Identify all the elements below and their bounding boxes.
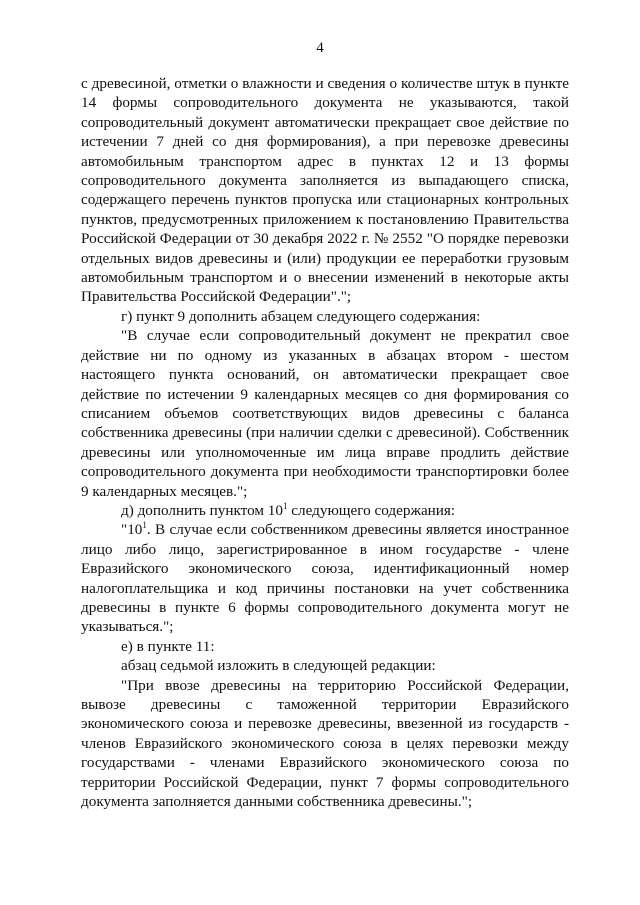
paragraph-item-d-quote-text: . В случае если собственником древесины является иностранное лицо либо лицо, зарегистрированное в ином государстве - члене Евразийского экономического союза, идентификационный номер налогоплательщика и код причины постановки на учет собственника древесины в пункте 6 формы сопроводительного документа могут не указываться."; — [81, 521, 569, 636]
paragraph-item-e: е) в пункте 11: — [121, 637, 215, 655]
paragraph-item-e-sub: абзац седьмой изложить в следующей редакции: — [121, 657, 436, 675]
paragraph-continuation: с древесиной, отметки о влажности и сведения о количестве штук в пункте 14 формы сопроводительного документа не указываются, такой сопроводительный документ автоматически прекращает свое действие по истечении 7 дней со дня формирования), а при перевозке древесины автомобильным транспортом адрес в пунктах 12 и 13 формы сопроводительного документа заполняется из выпадающего списка, содержащего перечень пунктов пропуска или стационарных контрольных пунктов, предусмотренных приложением к постановлению Правительства Российской Федерации от 30 декабря 2022 г. № 2552 "О порядке перевозки отдельных видов древесины и (или) продукции ее переработки грузовым автомобильным транспортом и о внесении изменений в некоторые акты Правительства Российской Федерации"."; — [81, 75, 569, 306]
paragraph-item-d-quote-start: "10 — [121, 521, 143, 539]
paragraph-item-d — [81, 501, 569, 520]
superscript-mark: 1 — [282, 500, 288, 511]
paragraph-item-g: г) пункт 9 дополнить абзацем следующего содержания: — [121, 307, 481, 325]
paragraph-item-g-quote: "В случае если сопроводительный документ не прекратил свое действие ни по одному из указанных в абзацах втором - шестом настоящего пункта оснований, он автоматически прекращает свое действие по истечении 9 календарных месяцев со дня формирования со списанием объемов соответствующих видов древесины с баланса собственника древесины (при наличии сделки с древесиной). Собственник древесины или уполномоченные им лица вправе продлить действие сопроводительного документа при необходимости транспортировки более 9 календарных месяцев."; — [81, 327, 569, 500]
paragraph-item-d-quote — [81, 520, 569, 636]
paragraph-item-e-quote: "При ввозе древесины на территорию Российской Федерации, вывозе древесины с таможенной территории Евразийского экономического союза и перевозке древесины, ввезенной из государств - членов Евразийского экономического союза в целях перевозки между государствами - членами Евразийского экономического союза по территории Российской Федерации, пункт 7 формы сопроводительного документа заполняется данными собственника древесины."; — [81, 676, 569, 811]
page-number: 4 — [316, 40, 324, 56]
document-body — [81, 74, 569, 811]
paragraph-item-d-text: д) дополнить пунктом 10 — [121, 501, 283, 519]
superscript-mark: 1 — [142, 520, 147, 531]
paragraph-item-d-text-end: следующего содержания: — [287, 501, 456, 519]
